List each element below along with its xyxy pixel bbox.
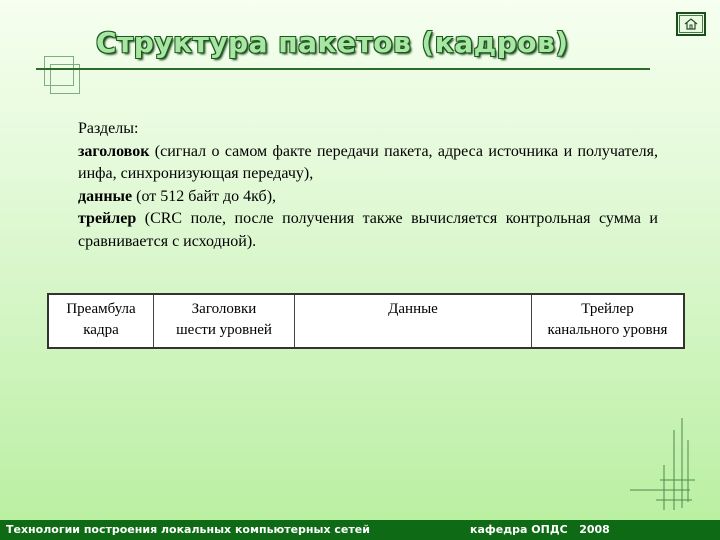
term-data: данные bbox=[78, 187, 133, 205]
frame-structure-table bbox=[47, 293, 685, 349]
cell-line: шести уровней bbox=[176, 322, 272, 338]
cell-line: канального уровня bbox=[547, 322, 668, 338]
item-trailer bbox=[78, 208, 658, 253]
table-cell-trailer bbox=[532, 294, 685, 348]
table-cell-headers bbox=[154, 294, 295, 348]
footer-course-title: Технологии построения локальных компьютерных сетей bbox=[6, 523, 370, 536]
content-body bbox=[78, 118, 658, 253]
desc-data: (от 512 байт до 4кб), bbox=[132, 187, 277, 205]
footer-department: кафедра ОПДС 2008 bbox=[470, 523, 610, 536]
home-icon bbox=[684, 18, 698, 30]
desc-header: (сигнал о самом факте передачи пакета, адреса источника и получателя, инфа, синхронизующая передачу), bbox=[78, 142, 658, 182]
title-underline bbox=[36, 68, 650, 70]
intro-text: Разделы: bbox=[78, 120, 139, 137]
decor-lines bbox=[620, 410, 710, 510]
cell-line: Преамбула bbox=[66, 301, 136, 317]
footer-bar bbox=[0, 520, 720, 540]
home-button[interactable] bbox=[676, 12, 706, 36]
cell-line: Заголовки bbox=[191, 301, 257, 317]
slide-title: Структура пакетов (кадров) bbox=[96, 26, 569, 59]
cell-line: Трейлер bbox=[581, 301, 634, 317]
item-data bbox=[78, 186, 658, 209]
item-header bbox=[78, 141, 658, 186]
home-icon-frame bbox=[679, 15, 703, 33]
term-header: заголовок bbox=[78, 142, 150, 160]
cell-line: Данные bbox=[388, 301, 438, 317]
table-row bbox=[48, 294, 684, 348]
desc-trailer: (CRC поле, после получения также вычисляется контрольная сумма и сравнивается с исходной). bbox=[78, 210, 658, 250]
table-cell-data bbox=[295, 294, 532, 348]
table-cell-preamble bbox=[48, 294, 154, 348]
term-trailer: трейлер bbox=[78, 210, 137, 227]
cell-line: кадра bbox=[83, 322, 119, 338]
